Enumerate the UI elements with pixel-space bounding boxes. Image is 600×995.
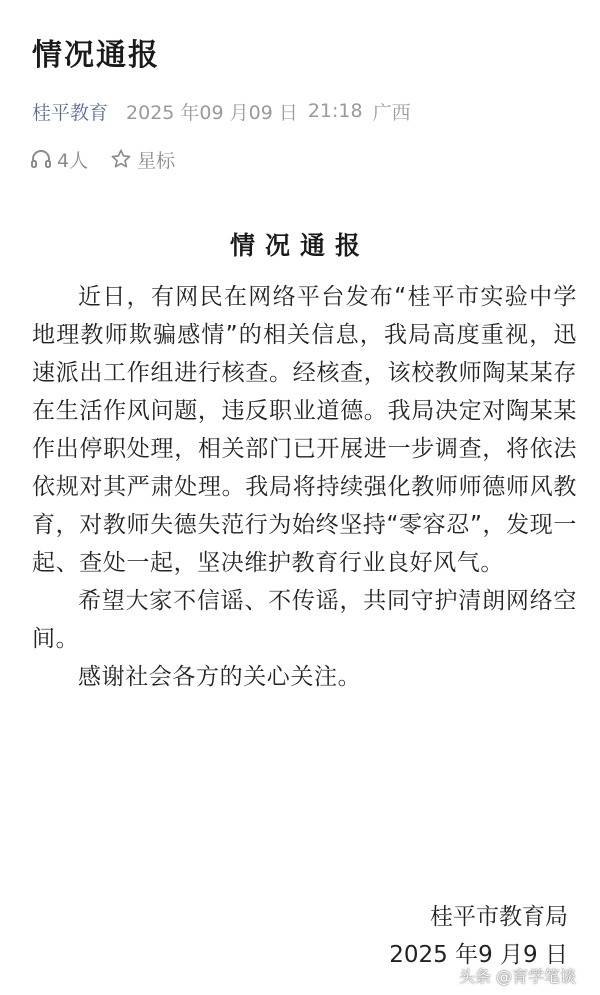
body-paragraph: 感谢社会各方的关心关注。: [78, 664, 362, 690]
article-meta: [32, 97, 421, 125]
article-title: 情况通报: [32, 38, 160, 73]
listen-count-button[interactable]: [30, 146, 88, 173]
signature-date: 2025 年9 月9 日: [389, 942, 568, 968]
body-paragraph: 近日，有网民在网络平台发布“桂平市实验中学地理教师欺骗感情”的相关信息，我局高度重视，迅速派出工作组进行核查。经核查，该校教师陶某某存在生活作风问题，违反职业道德。我局决定对陶某某作出停职处理，相关部门已开展进一步调查，将依法依规对其严肃处理。我局将持续强化教师师德师风教育，对教师失德失范行为始终坚持“零容忍”，发现一起、查处一起，坚决维护教育行业良好风气。: [32, 284, 577, 576]
star-button[interactable]: [110, 146, 175, 173]
notice-heading: 情况通报: [229, 231, 370, 260]
publish-date: 2025 年09 月09 日: [126, 101, 298, 124]
watermark: 头条 @育学笔谈: [458, 967, 576, 986]
star-label: 星标: [137, 149, 176, 172]
headphones-icon: [30, 149, 52, 169]
signature-organization: 桂平市教育局: [430, 904, 568, 930]
body-paragraph: 希望大家不信谣、不传谣，共同守护清朗网络空间。: [32, 588, 577, 652]
listen-count: 4人: [57, 149, 89, 172]
publish-location: 广西: [372, 101, 411, 124]
publish-time: 21:18: [307, 100, 363, 122]
account-name-link[interactable]: 桂平教育: [32, 101, 109, 124]
notice-body: [32, 278, 577, 696]
star-outline-icon: [110, 148, 132, 170]
article-stats: [30, 145, 197, 173]
